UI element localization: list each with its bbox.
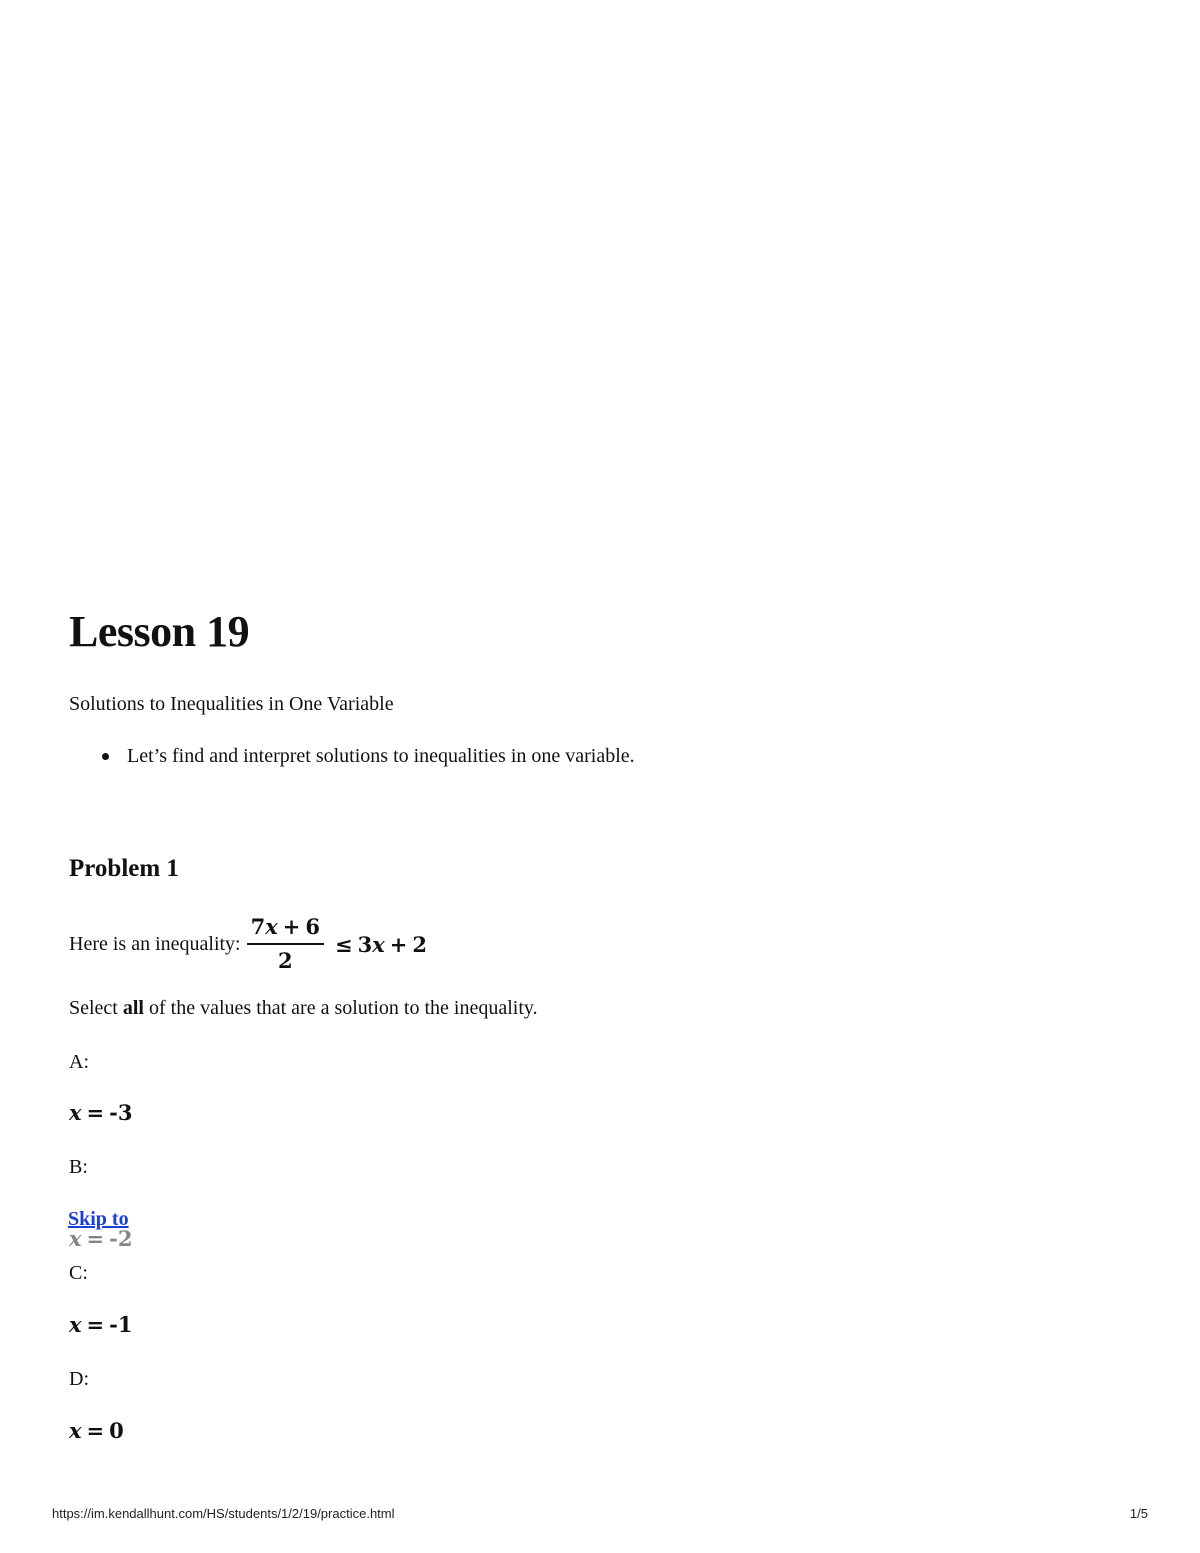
option-b-value[interactable]: x = -2 — [69, 1226, 133, 1251]
learning-goal-item — [69, 742, 635, 770]
lesson-title: Lesson 19 — [69, 607, 250, 656]
learning-goals-list — [69, 742, 635, 770]
footer-page-number: 1/5 — [1129, 1506, 1148, 1521]
prompt-text: Here is an inequality: — [69, 932, 241, 955]
lesson-subtitle: Solutions to Inequalities in One Variable — [69, 693, 394, 715]
relation-symbol: ≤ — [335, 931, 353, 957]
fraction-numerator: 7x + 6 — [247, 914, 324, 945]
rhs-expression: 3x + 2 — [357, 931, 428, 957]
problem-instruction: Select all of the values that are a solution to the inequality. — [69, 997, 538, 1019]
learning-goal-text: Let’s find and interpret solutions to inequalities in one variable. — [127, 745, 635, 767]
problem-prompt — [69, 912, 427, 976]
bullet-icon — [102, 753, 109, 760]
option-b-label: B: — [69, 1156, 88, 1178]
fraction-denominator: 2 — [278, 948, 293, 973]
option-d-label: D: — [69, 1368, 89, 1390]
option-d-value[interactable]: x = 0 — [69, 1418, 124, 1443]
option-c-value[interactable]: x = -1 — [69, 1312, 133, 1337]
problem-heading: Problem 1 — [69, 855, 179, 882]
option-a-label: A: — [69, 1051, 89, 1073]
footer-url: https://im.kendallhunt.com/HS/students/1/2/19/practice.html — [52, 1506, 395, 1521]
inequality-expression — [247, 914, 427, 974]
skip-to-link[interactable]: Skip to — [68, 1208, 129, 1230]
option-a-value[interactable]: x = -3 — [69, 1100, 133, 1125]
fraction — [247, 914, 324, 974]
option-c-label: C: — [69, 1262, 88, 1284]
